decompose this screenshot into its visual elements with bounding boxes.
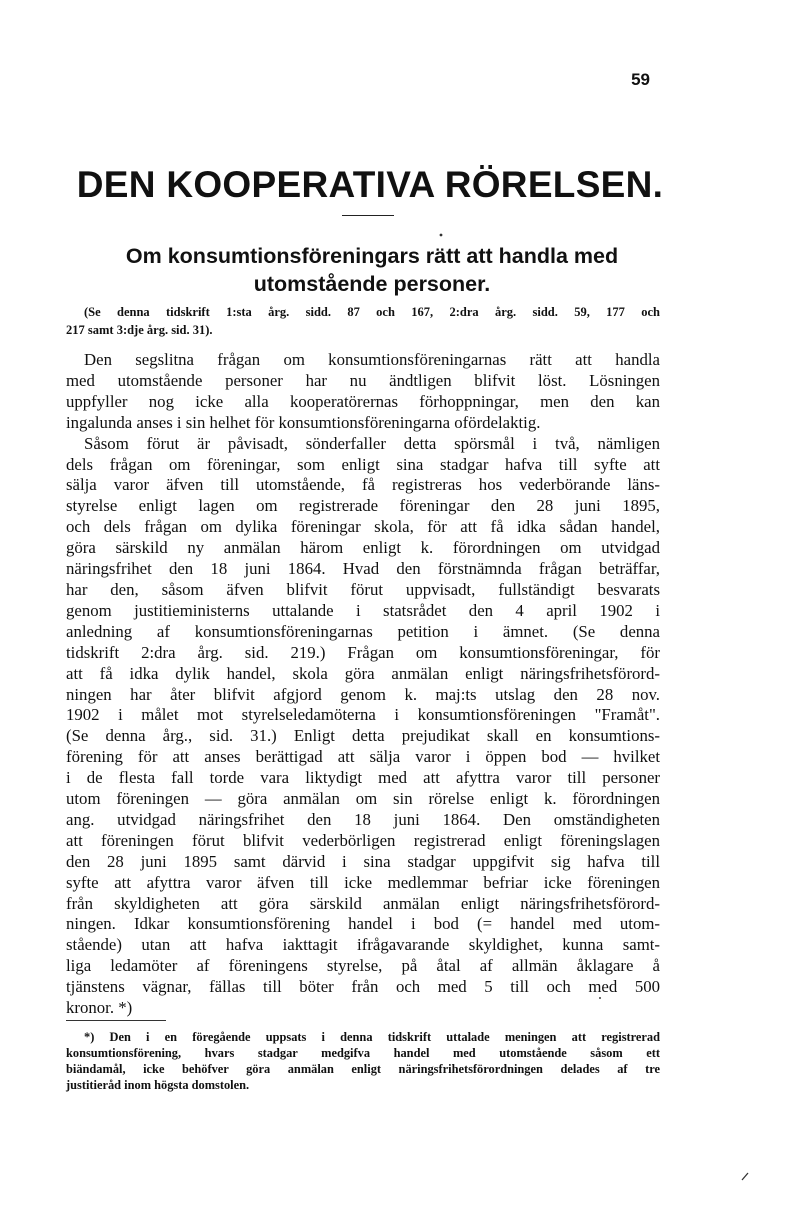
body-line: anledning af konsumtionsföreningarnas petition i ämnet. (Se denna: [66, 621, 660, 641]
body-line: tidskrift 2:dra årg. sid. 219.) Frågan om konsumtionsföreningar, för: [66, 642, 660, 662]
body-line: stående) utan att hafva iakttagit ifrågavarande skyldighet, kunna samt-: [66, 935, 660, 955]
body-line: 1902 i målet mot styrelseledamöterna i konsumtionsföreningen "Framåt".: [66, 705, 660, 725]
page-number: 59: [631, 70, 650, 89]
paragraph-1: [66, 350, 660, 434]
body-line: förening för att anses berättigad att sälja varor i öppen bod — hvilket: [66, 747, 660, 767]
body-line: att föreningen förut blifvit vederbörligen registrerad enligt föreningslagen: [66, 830, 660, 850]
body-line: och dels frågan om dylika föreningar skola, för att få idka sådan handel,: [66, 517, 660, 537]
body-line: ningen har åter blifvit afgjord genom k. maj:ts utslag den 28 nov.: [66, 684, 660, 704]
article-subtitle: [62, 242, 682, 298]
footnote-line: justitieråd inom högsta domstolen.: [66, 1078, 250, 1092]
footnote-line: konsumtionsförening, hvars stadgar medgifva handel med utomstående såsom ett: [66, 1046, 660, 1060]
reference-line: 217 samt 3:dje årg. sid. 31).: [66, 323, 213, 337]
page-title: DEN KOOPERATIVA RÖRELSEN.: [76, 164, 664, 205]
ink-speck: [742, 1173, 748, 1180]
body-line: i de flesta fall torde vara liktydigt med att afyttra varor till personer: [66, 768, 660, 788]
subtitle-line: utomstående personer.: [253, 272, 491, 296]
body-line: ningen. Idkar konsumtionsförening handel i bod (= handel med utom-: [66, 914, 660, 934]
body-line: liga ledamöter af föreningens styrelse, på åtal af allmän åklagare å: [66, 956, 660, 976]
paragraph-2: [66, 434, 660, 1019]
body-line: att få idka dylik handel, skola göra anmälan enligt näringsfrihetsförord-: [66, 663, 660, 683]
article-body: [66, 350, 660, 1019]
body-line: genom justitieministerns uttalande i statsrådet den 4 april 1902 i: [66, 600, 660, 620]
footnote: [66, 1029, 660, 1093]
body-line: har den, såsom äfven blifvit förut uppvisadt, fullständigt besvarats: [66, 579, 660, 599]
title-divider: [342, 215, 394, 216]
body-line: Såsom förut är påvisadt, sönderfaller detta spörsmål i två, nämligen: [84, 433, 660, 453]
body-line: från skyldigheten att göra särskild anmälan enligt näringsfrihetsförord-: [66, 893, 660, 913]
body-line: ingalunda anses i sin helhet för konsumtionsföreningarna ofördelaktig.: [66, 412, 541, 432]
subtitle-line: Om konsumtionsföreningars rätt att handla med: [125, 244, 619, 268]
body-line: uppfyller nog icke alla kooperatörernas förhoppningar, men den kan: [66, 391, 660, 411]
reference-note: [66, 303, 660, 339]
body-line: Den segslitna frågan om konsumtionsföreningarnas rätt att handla: [84, 350, 660, 369]
body-line: näringsfrihet den 18 juni 1864. Hvad den förstnämnda frågan beträffar,: [66, 559, 660, 579]
body-line: utom föreningen — göra anmälan om sin rörelse enligt k. förordningen: [66, 789, 660, 809]
reference-line: (Se denna tidskrift 1:sta årg. sidd. 87 och 167, 2:dra årg. sidd. 59, 177 och: [84, 305, 660, 319]
body-line: styrelse enligt lagen om registrerade föreningar den 28 juni 1895,: [66, 496, 660, 516]
body-line: (Se denna årg., sid. 31.) Enligt detta prejudikat skall en konsumtions-: [66, 726, 660, 746]
body-line: den 28 juni 1895 samt därvid i sina stadgar uppgifvit sig hafva till: [66, 851, 660, 871]
footnote-divider: [66, 1020, 166, 1021]
footnote-line: *) Den i en föregående uppsats i denna tidskrift uttalade meningen att registrerad: [84, 1030, 660, 1044]
footnote-line: biändamål, icke behöfver göra anmälan enligt näringsfrihetsförordningen delades af tre: [66, 1062, 660, 1076]
body-line: tjänstens vägnar, fällas till böter från och med 5 till och med 500: [66, 977, 660, 997]
body-line: sälja varor äfven till utomstående, få registreras hos vederbörande läns-: [66, 475, 660, 495]
body-line: ang. utvidgad näringsfrihet den 18 juni 1864. Den omständigheten: [66, 809, 660, 829]
body-line: göra särskild ny anmälan härom enligt k. förordningen om utvidgad: [66, 538, 660, 558]
body-line: kronor. *): [66, 998, 133, 1018]
body-line: med utomstående personer har nu ändtligen blifvit löst. Lösningen: [66, 370, 660, 390]
body-line: dels frågan om föreningar, som enligt sina stadgar hafva till syfte att: [66, 454, 660, 474]
body-line: syfte att afyttra varor äfven till icke medlemmar befriar icke föreningen: [66, 872, 660, 892]
ink-speck: [440, 234, 443, 237]
